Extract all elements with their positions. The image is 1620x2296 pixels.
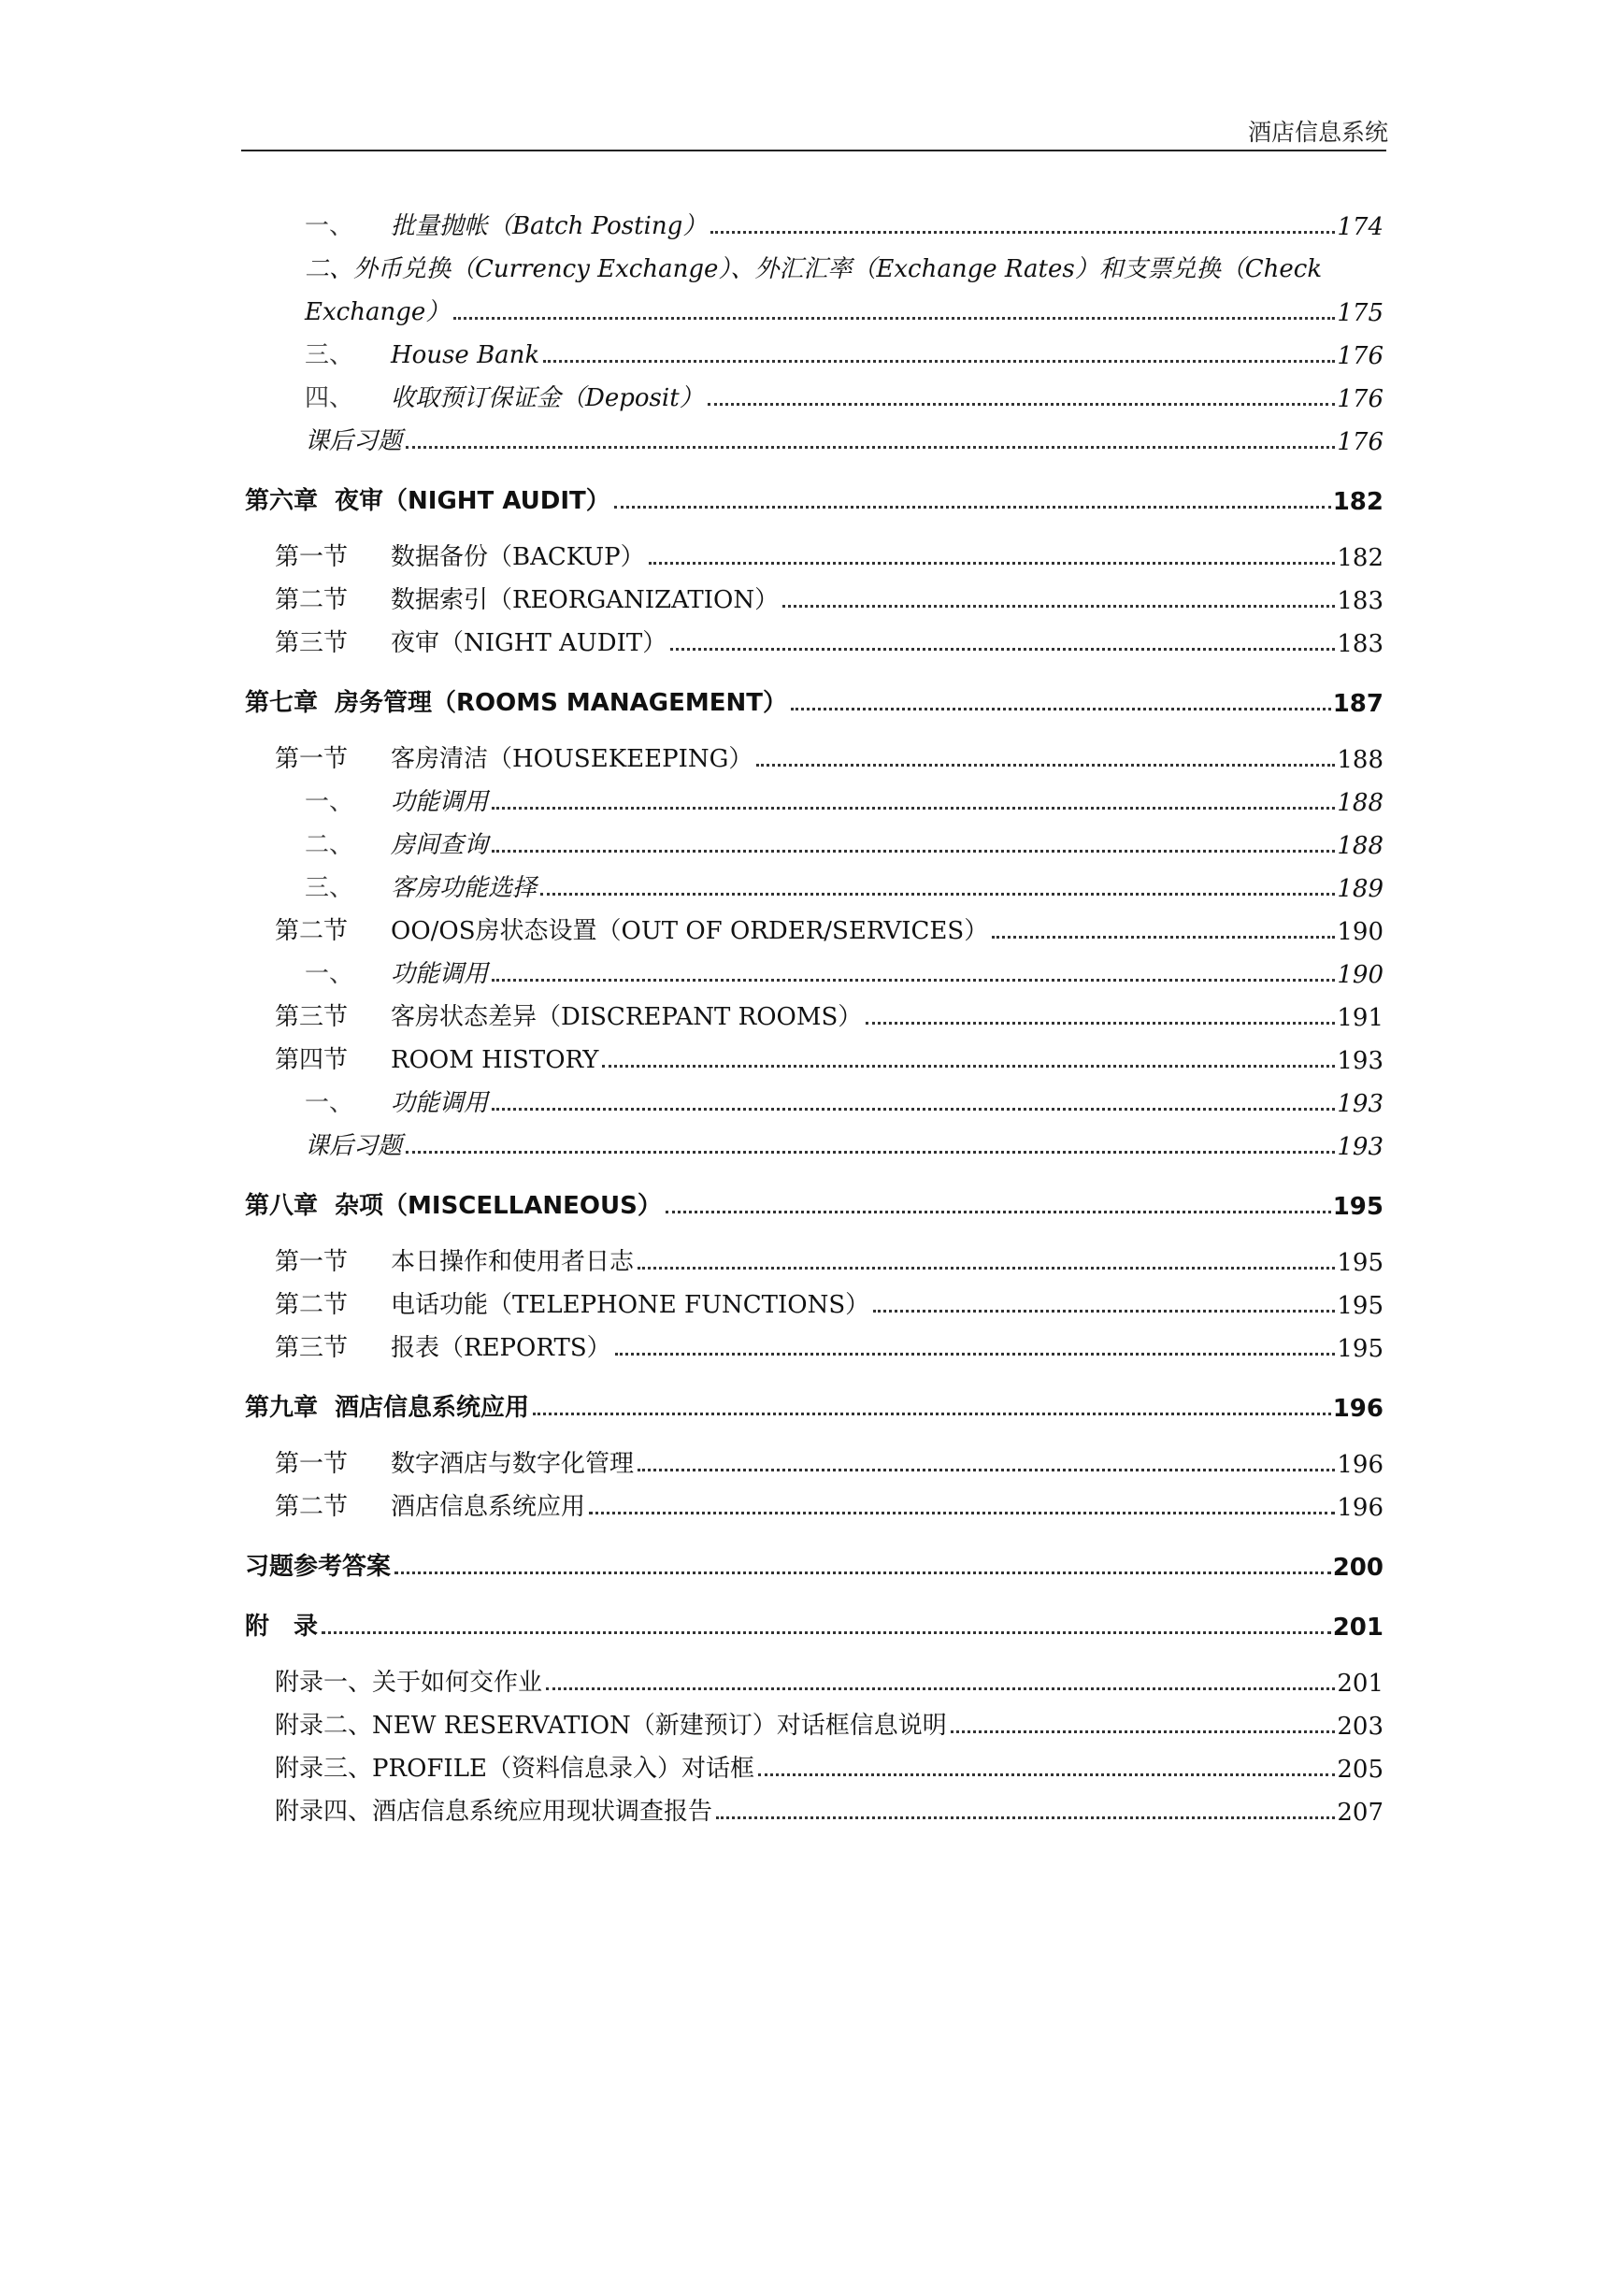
toc-entry-section[interactable] bbox=[245, 989, 1383, 1032]
toc-entry-title: 酒店信息系统应用 bbox=[391, 1493, 586, 1521]
toc-entry-label bbox=[275, 1285, 871, 1320]
toc-entry-number: 第一节 bbox=[275, 543, 349, 571]
dot-leader bbox=[589, 1512, 1335, 1514]
toc-entry-section[interactable] bbox=[245, 1234, 1383, 1277]
toc-entry-title: 附录四、酒店信息系统应用现状调查报告 bbox=[275, 1798, 713, 1826]
toc-entry-title: 电话功能（TELEPHONE FUNCTIONS） bbox=[391, 1291, 870, 1319]
toc-entry-title: 数字酒店与数字化管理 bbox=[391, 1450, 635, 1478]
dot-leader bbox=[758, 1773, 1335, 1776]
toc-entry-label bbox=[245, 683, 789, 718]
toc-entry-appendix[interactable] bbox=[245, 1698, 1383, 1741]
dot-leader bbox=[670, 648, 1335, 651]
toc-entry-number: 第一节 bbox=[275, 745, 349, 773]
toc-entry-sub[interactable] bbox=[245, 327, 1383, 370]
dot-leader bbox=[716, 1816, 1335, 1819]
toc-entry-label bbox=[305, 379, 706, 413]
toc-entry-label bbox=[275, 997, 864, 1032]
toc-entry-label bbox=[305, 782, 490, 817]
toc-entry-number: 第二节 bbox=[275, 1493, 349, 1521]
toc-entry-title: 附录二、NEW RESERVATION（新建预订）对话框信息说明 bbox=[275, 1712, 947, 1740]
toc-entry-number: 一、 bbox=[305, 788, 354, 816]
dot-leader bbox=[543, 360, 1335, 363]
toc-entry-number: 第八章 bbox=[245, 1192, 319, 1220]
toc-entry-label bbox=[275, 538, 647, 572]
toc-entry-label bbox=[245, 1388, 531, 1423]
toc-entry-number: 第六章 bbox=[245, 487, 319, 515]
toc-entry-title: 附 录 bbox=[245, 1613, 319, 1641]
toc-entry-title: 报表（REPORTS） bbox=[391, 1334, 611, 1362]
toc-entry-title: 杂项（MISCELLANEOUS） bbox=[335, 1192, 662, 1220]
toc-entry-page-number: 201 bbox=[1332, 1614, 1383, 1642]
toc-entry-label bbox=[305, 293, 452, 327]
toc-entry-number: 一、 bbox=[305, 212, 354, 240]
dot-leader bbox=[791, 708, 1331, 710]
toc-entry-wrap-cont[interactable] bbox=[245, 284, 1383, 327]
toc-entry-page-number: 189 bbox=[1337, 875, 1383, 903]
toc-entry-exercise[interactable] bbox=[245, 413, 1383, 456]
toc-entry-page-number: 188 bbox=[1337, 789, 1383, 817]
toc-entry-label bbox=[275, 624, 668, 658]
toc-entry-appendix[interactable] bbox=[245, 1784, 1383, 1827]
toc-entry-section[interactable] bbox=[245, 731, 1383, 774]
toc-entry-title: OO/OS房状态设置（OUT OF ORDER/SERVICES） bbox=[391, 917, 989, 945]
toc-entry-label bbox=[275, 1749, 756, 1784]
toc-entry-page-number: 205 bbox=[1337, 1756, 1383, 1784]
toc-entry-title: 附录三、PROFILE（资料信息录入）对话框 bbox=[275, 1755, 754, 1783]
toc-entry-title: 酒店信息系统应用 bbox=[335, 1394, 530, 1422]
dot-leader bbox=[638, 1267, 1335, 1270]
toc-entry-label bbox=[275, 1242, 636, 1277]
dot-leader bbox=[394, 1571, 1331, 1574]
dot-leader bbox=[540, 893, 1335, 896]
toc-entry-title: 数据备份（BACKUP） bbox=[391, 543, 645, 571]
toc-entry-number: 三、 bbox=[305, 341, 354, 369]
toc-entry-label bbox=[245, 481, 612, 516]
toc-entry-page-number: 191 bbox=[1337, 1004, 1383, 1032]
toc-entry-page-number: 201 bbox=[1337, 1670, 1383, 1698]
toc-entry-section[interactable] bbox=[245, 903, 1383, 946]
toc-entry-wrap-first[interactable] bbox=[245, 241, 1383, 284]
toc-entry-title: 夜审（NIGHT AUDIT） bbox=[391, 629, 667, 657]
toc-entry-title: 课后习题 bbox=[305, 427, 403, 455]
toc-entry-label bbox=[305, 1083, 490, 1118]
dot-leader bbox=[602, 1065, 1335, 1068]
dot-leader bbox=[453, 317, 1335, 320]
toc-entry-section[interactable] bbox=[245, 1320, 1383, 1363]
toc-entry-number: 三、 bbox=[305, 874, 354, 902]
toc-entry-chapter[interactable] bbox=[245, 1374, 1383, 1423]
toc-entry-page-number: 196 bbox=[1337, 1451, 1383, 1479]
toc-entry-page-number: 195 bbox=[1332, 1193, 1383, 1221]
toc-entry-title: 客房清洁（HOUSEKEEPING） bbox=[391, 745, 753, 773]
toc-entry-label bbox=[245, 1607, 320, 1642]
toc-entry-label bbox=[275, 739, 754, 774]
toc-entry-page-number: 188 bbox=[1337, 746, 1383, 774]
toc-entry-page-number: 193 bbox=[1337, 1133, 1383, 1161]
toc-entry-number: 第一节 bbox=[275, 1450, 349, 1478]
toc-entry-label bbox=[275, 1040, 600, 1075]
toc-entry-title: 批量抛帐（Batch Posting） bbox=[391, 212, 708, 240]
dot-leader bbox=[406, 446, 1335, 449]
toc-entry-number: 第二节 bbox=[275, 917, 349, 945]
toc-entry-title: 课后习题 bbox=[305, 1132, 403, 1160]
toc-entry-label bbox=[275, 1487, 587, 1522]
toc-entry-page-number: 188 bbox=[1337, 832, 1383, 860]
dot-leader bbox=[782, 605, 1335, 608]
toc-entry-page-number: 193 bbox=[1337, 1047, 1383, 1075]
dot-leader bbox=[492, 979, 1335, 982]
dot-leader bbox=[710, 231, 1335, 234]
toc-entry-page-number: 207 bbox=[1337, 1799, 1383, 1827]
toc-entry-number: 第三节 bbox=[275, 1003, 349, 1031]
header-rule bbox=[241, 150, 1386, 151]
toc-entry-page-number: 190 bbox=[1337, 961, 1383, 989]
toc-entry-appendix[interactable] bbox=[245, 1741, 1383, 1784]
toc-entry-title: 房务管理（ROOMS MANAGEMENT） bbox=[335, 689, 787, 717]
toc-entry-page-number: 182 bbox=[1332, 488, 1383, 516]
dot-leader bbox=[638, 1469, 1335, 1471]
toc-entry-title: ROOM HISTORY bbox=[391, 1046, 599, 1074]
toc-entry-title: House Bank bbox=[391, 341, 540, 369]
toc-entry-label bbox=[275, 1663, 544, 1698]
toc-entry-page-number: 193 bbox=[1337, 1090, 1383, 1118]
toc-entry-number: 第七章 bbox=[245, 689, 319, 717]
toc-entry-section[interactable] bbox=[245, 1277, 1383, 1320]
toc-entry-section[interactable] bbox=[245, 529, 1383, 572]
toc-entry-page-number: 176 bbox=[1337, 385, 1383, 413]
dot-leader bbox=[873, 1310, 1335, 1313]
toc-entry-page-number: 203 bbox=[1337, 1713, 1383, 1741]
toc-entry-page-number: 174 bbox=[1337, 213, 1383, 241]
dot-leader bbox=[492, 807, 1335, 810]
dot-leader bbox=[406, 1151, 1335, 1154]
toc-entry-label bbox=[245, 1186, 664, 1221]
toc-entry-label bbox=[305, 825, 490, 860]
toc-entry-chapter[interactable] bbox=[245, 669, 1383, 718]
toc-entry-number: 第三节 bbox=[275, 629, 349, 657]
toc-entry-chapter[interactable] bbox=[245, 467, 1383, 516]
toc-entry-section[interactable] bbox=[245, 1479, 1383, 1522]
toc-entry-chapter[interactable] bbox=[245, 1533, 1383, 1582]
toc-entry-title: 本日操作和使用者日志 bbox=[391, 1248, 635, 1276]
toc-entry-page-number: 176 bbox=[1337, 428, 1383, 456]
dot-leader bbox=[533, 1413, 1331, 1415]
toc-entry-page-number: 195 bbox=[1337, 1292, 1383, 1320]
toc-entry-title: 功能调用 bbox=[391, 1089, 489, 1117]
dot-leader bbox=[666, 1211, 1331, 1213]
toc-entry-title: 客房状态差异（DISCREPANT ROOMS） bbox=[391, 1003, 863, 1031]
toc-entry-sub[interactable] bbox=[245, 860, 1383, 903]
toc-entry-label bbox=[275, 1328, 613, 1363]
toc-entry-sub[interactable] bbox=[245, 774, 1383, 817]
toc-entry-label bbox=[245, 1547, 393, 1582]
dot-leader bbox=[614, 506, 1331, 509]
dot-leader bbox=[992, 936, 1335, 939]
toc-entry-number: 第一节 bbox=[275, 1248, 349, 1276]
toc-entry-title: 数据索引（REORGANIZATION） bbox=[391, 586, 780, 614]
toc-entry-label bbox=[305, 207, 709, 241]
toc-entry-number: 二、 bbox=[305, 831, 354, 859]
toc-entry-label bbox=[305, 250, 1324, 284]
toc-entry-sub[interactable] bbox=[245, 817, 1383, 860]
toc-entry-sub[interactable] bbox=[245, 370, 1383, 413]
toc-entry-page-number: 182 bbox=[1337, 544, 1383, 572]
toc-entry-section[interactable] bbox=[245, 615, 1383, 658]
toc-entry-page-number: 187 bbox=[1332, 690, 1383, 718]
toc-entry-label bbox=[275, 1706, 949, 1741]
toc-entry-number: 第二节 bbox=[275, 586, 349, 614]
toc-entry-label bbox=[305, 1126, 404, 1161]
toc-entry-number: 第九章 bbox=[245, 1394, 319, 1422]
toc-entry-label bbox=[275, 581, 781, 615]
toc-entry-title: Exchange） bbox=[305, 298, 451, 326]
toc-entry-page-number: 190 bbox=[1337, 918, 1383, 946]
toc-entry-number: 第三节 bbox=[275, 1334, 349, 1362]
toc-entry-label bbox=[305, 336, 541, 370]
toc-entry-label bbox=[305, 868, 538, 903]
dot-leader bbox=[756, 764, 1335, 767]
running-header-title: 酒店信息系统 bbox=[1247, 119, 1388, 146]
toc-entry-page-number: 195 bbox=[1337, 1249, 1383, 1277]
toc-entry-title: 收取预订保证金（Deposit） bbox=[391, 384, 704, 412]
dot-leader bbox=[492, 1108, 1335, 1111]
toc-entry-section[interactable] bbox=[245, 572, 1383, 615]
toc-entry-sub[interactable] bbox=[245, 946, 1383, 989]
toc-entry-title: 房间查询 bbox=[391, 831, 489, 859]
toc-entry-section[interactable] bbox=[245, 1436, 1383, 1479]
dot-leader bbox=[708, 403, 1336, 406]
dot-leader bbox=[615, 1353, 1336, 1356]
toc-entry-page-number: 195 bbox=[1337, 1335, 1383, 1363]
toc-entry-title: 功能调用 bbox=[391, 788, 489, 816]
toc-entry-title: 附录一、关于如何交作业 bbox=[275, 1669, 543, 1697]
toc-entry-page-number: 175 bbox=[1337, 299, 1383, 327]
toc-entry-number: 第二节 bbox=[275, 1291, 349, 1319]
dot-leader bbox=[951, 1730, 1336, 1733]
toc-entry-title: 习题参考答案 bbox=[245, 1553, 392, 1581]
toc-entry-page-number: 183 bbox=[1337, 630, 1383, 658]
toc-entry-label bbox=[275, 1444, 636, 1479]
toc-entry-label bbox=[305, 422, 404, 456]
toc-entry-title: 夜审（NIGHT AUDIT） bbox=[335, 487, 610, 515]
toc-entry-chapter[interactable] bbox=[245, 1172, 1383, 1221]
toc-entry-title: 功能调用 bbox=[391, 960, 489, 988]
toc-entry-title: 客房功能选择 bbox=[391, 874, 538, 902]
toc-entry-section[interactable] bbox=[245, 1032, 1383, 1075]
toc-entry-appendix[interactable] bbox=[245, 1655, 1383, 1698]
toc-entry-number: 二、 bbox=[305, 255, 354, 283]
dot-leader bbox=[866, 1022, 1335, 1025]
toc-entry-sub[interactable] bbox=[245, 198, 1383, 241]
dot-leader bbox=[649, 562, 1336, 565]
toc-entry-page-number: 176 bbox=[1337, 342, 1383, 370]
toc-entry-exercise[interactable] bbox=[245, 1118, 1383, 1161]
toc-entry-label bbox=[275, 1792, 714, 1827]
dot-leader bbox=[546, 1687, 1335, 1690]
toc-entry-chapter[interactable] bbox=[245, 1593, 1383, 1642]
dot-leader bbox=[322, 1631, 1331, 1634]
toc-entry-label bbox=[305, 954, 490, 989]
toc-entry-number: 一、 bbox=[305, 1089, 354, 1117]
toc-entry-page-number: 196 bbox=[1337, 1494, 1383, 1522]
toc-entry-page-number: 200 bbox=[1332, 1554, 1383, 1582]
table-of-contents bbox=[245, 198, 1383, 1827]
toc-entry-number: 第四节 bbox=[275, 1046, 349, 1074]
toc-entry-page-number: 183 bbox=[1337, 587, 1383, 615]
toc-entry-title: 外币兑换（Currency Exchange）、外汇汇率（Exchange Rates）和支票兑换（Check bbox=[353, 255, 1323, 283]
toc-entry-sub[interactable] bbox=[245, 1075, 1383, 1118]
toc-entry-label bbox=[275, 911, 990, 946]
toc-entry-page-number: 196 bbox=[1332, 1395, 1383, 1423]
toc-entry-number: 四、 bbox=[305, 384, 354, 412]
dot-leader bbox=[492, 850, 1335, 853]
toc-entry-number: 一、 bbox=[305, 960, 354, 988]
